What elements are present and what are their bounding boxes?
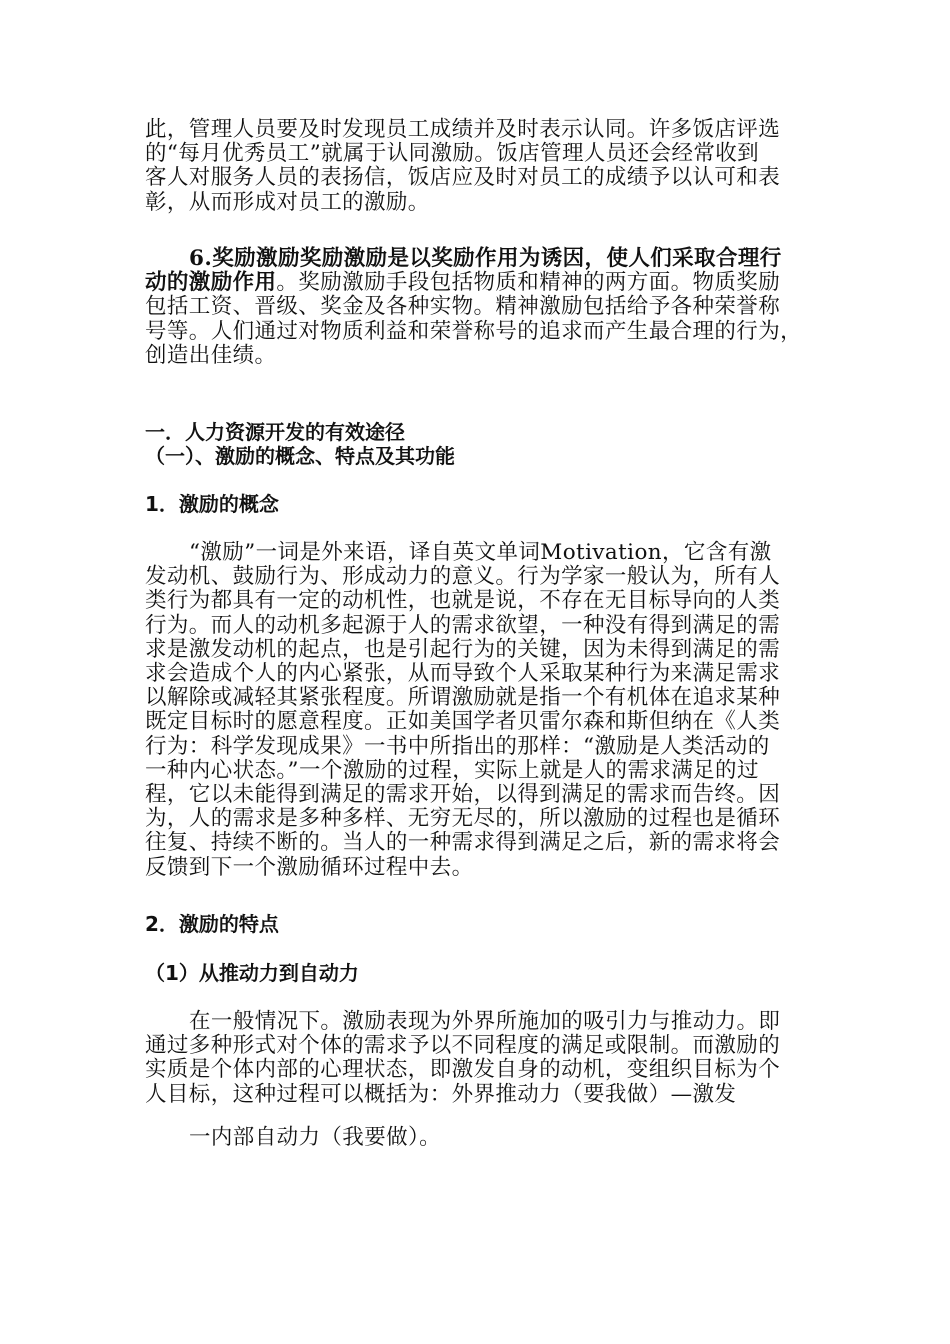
text-line: 客人对服务人员的表扬信，饭店应及时对员工的成绩予以认可和表 [145, 165, 781, 191]
text-line: 包括工资、晋级、奖金及各种实物。精神激励包括给予各种荣誉称 [145, 294, 781, 320]
text-line: 行为。而人的动机多起源于人的需求欲望，一种没有得到满足的需 [145, 612, 781, 638]
text-line: 发动机、鼓励行为、形成动力的意义。行为学家一般认为，所有人 [145, 564, 781, 590]
text-line: “激励”一词是外来语，译自英文单词Motivation，它含有激 [189, 540, 772, 565]
text-line: 为，人的需求是多种多样、无穷无尽的，所以激励的过程也是循环 [145, 806, 781, 832]
text-line: 创造出佳绩。 [145, 342, 277, 368]
paragraph-concept [145, 541, 805, 880]
paragraph-feature1 [145, 1010, 805, 1107]
text-line: 以解除或减轻其紧张程度。所谓激励就是指一个有机体在追求某种 [145, 685, 781, 711]
text-line: 程，它以未能得到满足的需求开始，以得到满足的需求而告终。因 [145, 782, 781, 808]
text-line: 求会造成个人的内心紧张，从而导致个人采取某种行为来满足需求 [145, 661, 781, 687]
text-line: 一种内心状态。”一个激励的过程，实际上就是人的需求满足的过 [145, 757, 759, 783]
subsection-heading: （一）、激励的概念、特点及其功能 [145, 444, 455, 468]
section-heading: 一．人力资源开发的有效途径 [145, 420, 405, 444]
text-line: 既定目标时的愿意程度。正如美国学者贝雷尔森和斯但纳在《人类 [145, 709, 781, 735]
text-bold-fragment: 动的激励作用 [145, 270, 277, 296]
feature1-heading: （1）从推动力到自动力 [145, 961, 359, 985]
paragraph-recognition-incentive [145, 118, 805, 215]
text-line: 反馈到下一个激励循环过程中去。 [145, 854, 474, 880]
text-line: 此，管理人员要及时发现员工成绩并及时表示认同。许多饭店评选 [145, 117, 781, 142]
text-line: 人目标，这种过程可以概括为：外界推动力（要我做）—激发 [145, 1081, 737, 1107]
paragraph-reward-incentive [145, 247, 805, 368]
paragraph-tail [145, 1126, 805, 1150]
text-line [145, 271, 805, 295]
features-heading: 2．激励的特点 [145, 912, 279, 936]
text-fragment: 。奖励激励手段包括物质和精神的两方面。物质奖励 [276, 270, 781, 296]
text-line: 的“每月优秀员工”就属于认同激励。饭店管理人员还会经常收到 [145, 141, 760, 167]
concept-heading: 1．激励的概念 [145, 492, 279, 516]
text-line: 往复、持续不断的。当人的一种需求得到满足之后，新的需求将会 [145, 830, 781, 856]
text-line: 号等。人们通过对物质利益和荣誉称号的追求而产生最合理的行为， [145, 318, 803, 344]
text-line: 在一般情况下。激励表现为外界所施加的吸引力与推动力。即 [189, 1009, 781, 1034]
text-line: 类行为都具有一定的动机性，也就是说，不存在无目标导向的人类 [145, 588, 781, 614]
text-line: 实质是个体内部的心理状态，即激发自身的动机，变组织目标为个 [145, 1057, 781, 1083]
text-line: 一内部自动力（我要做）。 [189, 1125, 442, 1150]
text-line: 通过多种形式对个体的需求予以不同程度的满足或限制。而激励的 [145, 1033, 781, 1059]
text-line: 求是激发动机的起点，也是引起行为的关键，因为未得到满足的需 [145, 636, 781, 662]
text-line-bold: 6.奖励激励奖励激励是以奖励作用为诱因，使人们采取合理行 [189, 246, 782, 271]
text-line: 行为：科学发现成果》一书中所指出的那样：“激励是人类活动的 [145, 733, 770, 759]
text-line: 彰，从而形成对员工的激励。 [145, 189, 430, 215]
